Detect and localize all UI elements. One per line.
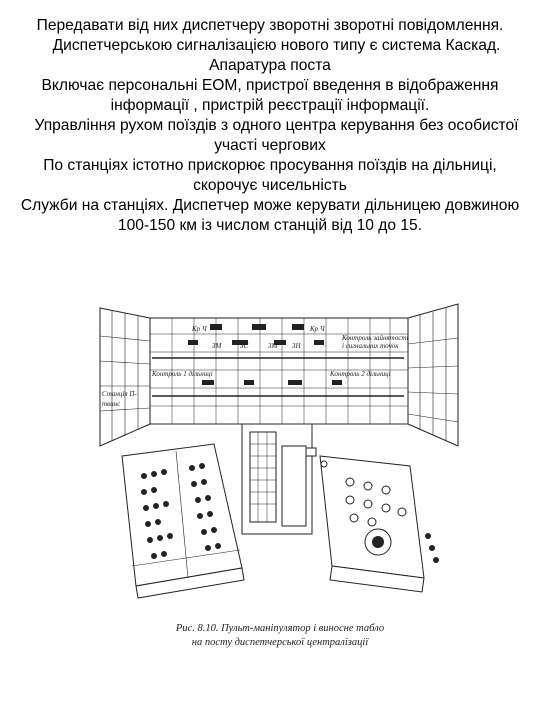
label-control-2: Контроль 2 дільниці [330, 370, 391, 378]
center-panel-right [282, 446, 306, 526]
label-zone-2: ЗС [240, 342, 249, 350]
paragraph-3: Включає персональні ЕОМ, пристрої введення в відображення інформації , пристрій реєстрації інформації. [41, 77, 499, 114]
label-right-top: Кр Ч [310, 325, 325, 333]
label-left-top: Кр Ч [192, 325, 207, 333]
paragraph-5: По станціях істотно прискорює просування поїздів на дільниці, скорочує чисельність [43, 157, 497, 194]
paragraph-6: Служби на станціях. Диспетчер може керувати дільницею довжиною 100-150 км із числом станцій від 10 до 15. [20, 197, 520, 234]
label-zone-4: ЗН [292, 342, 301, 350]
label-right-2: і сигнальних точок [342, 342, 399, 350]
right-desk [320, 456, 424, 578]
console-drawing [92, 296, 468, 616]
label-control-1: Контроль 1 дільниці [152, 370, 213, 378]
label-zone-1: ЗМ [212, 342, 222, 350]
label-right-1: Контроль зайнятості [342, 334, 409, 342]
label-station-left-2: твинс [102, 400, 121, 408]
dispatcher-console-illustration [92, 296, 468, 616]
label-station-left: Станція П- [102, 390, 137, 398]
paragraph-4: Управління рухом поїздів з одного центра керування без особистої участі чергових [21, 117, 523, 154]
caption-line-1: Рис. 8.10. Пульт-маніпулятор і виносне табло [175, 623, 385, 634]
caption-line-2: на посту диспетчерської централізації [191, 637, 369, 648]
right-desk-dial-center [372, 536, 384, 548]
center-keyboard [250, 432, 276, 522]
center-small-unit [306, 448, 316, 456]
center-knob [321, 461, 327, 467]
right-desk-side-knobs [425, 533, 439, 563]
body-text [18, 16, 522, 236]
paragraph-1: Передавати від них диспетчеру зворотні зворотні повідомлення. [36, 17, 504, 34]
paragraph-2: Диспетчерською сигналізацією нового типу є система Каскад. Апаратура поста [39, 37, 505, 74]
figure-caption [120, 622, 440, 650]
label-zone-3: ЗМ [268, 342, 278, 350]
